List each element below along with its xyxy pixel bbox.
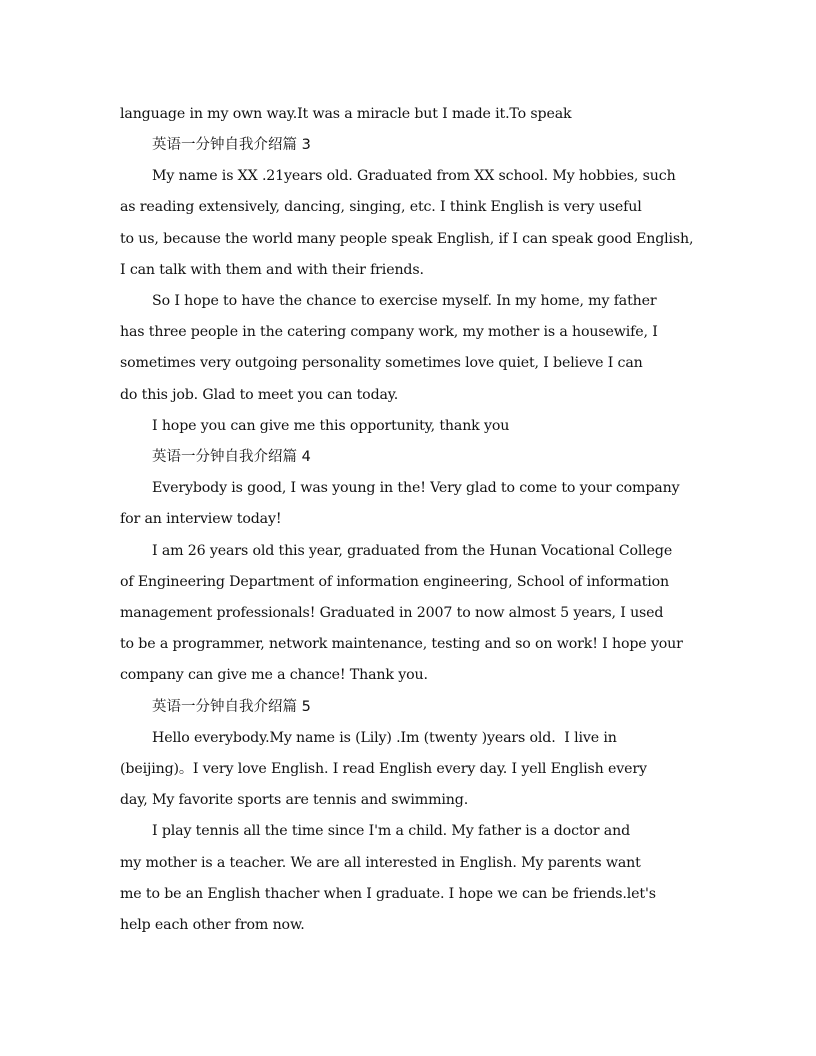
text-line: as reading extensively, dancing, singing, etc. I think English is very useful (120, 199, 642, 215)
section-heading-3: 英语一分钟自我介绍篇 3 (152, 137, 311, 153)
text-line: I play tennis all the time since I'm a child. My father is a doctor and (152, 823, 631, 839)
text-line: to be a programmer, network maintenance, testing and so on work! I hope your (120, 636, 683, 652)
text-line: to us, because the world many people speak English, if I can speak good English, (120, 231, 694, 247)
text-line: day, My favorite sports are tennis and swimming. (120, 792, 469, 808)
text-line: Everybody is good, I was young in the! Very glad to come to your company (152, 480, 680, 496)
text-line: help each other from now. (120, 917, 305, 933)
text-line: company can give me a chance! Thank you. (120, 667, 428, 683)
text-line: do this job. Glad to meet you can today. (120, 387, 399, 403)
section-heading-4: 英语一分钟自我介绍篇 4 (152, 449, 311, 465)
text-line: my mother is a teacher. We are all interested in English. My parents want (120, 855, 641, 871)
text-line: language in my own way.It was a miracle but I made it.To speak (120, 106, 572, 122)
text-line: management professionals! Graduated in 2007 to now almost 5 years, I used (120, 605, 664, 621)
text-line: So I hope to have the chance to exercise myself. In my home, my father (152, 293, 657, 309)
text-line: (beijing)。I very love English. I read English every day. I yell English every (120, 761, 647, 777)
text-line: I hope you can give me this opportunity, thank you (152, 418, 510, 434)
text-line: Hello everybody.My name is (Lily) .Im (twenty )years old. I live in (152, 730, 617, 746)
text-line: for an interview today! (120, 511, 282, 527)
text-line: I am 26 years old this year, graduated from the Hunan Vocational College (152, 543, 673, 559)
text-line: of Engineering Department of information engineering, School of information (120, 574, 669, 590)
text-line: has three people in the catering company work, my mother is a housewife, I (120, 324, 658, 340)
text-line: me to be an English thacher when I graduate. I hope we can be friends.let's (120, 886, 656, 902)
text-line: I can talk with them and with their friends. (120, 262, 424, 278)
text-line: sometimes very outgoing personality sometimes love quiet, I believe I can (120, 355, 643, 371)
section-heading-5: 英语一分钟自我介绍篇 5 (152, 699, 311, 715)
text-line: My name is XX .21years old. Graduated from XX school. My hobbies, such (152, 168, 676, 184)
